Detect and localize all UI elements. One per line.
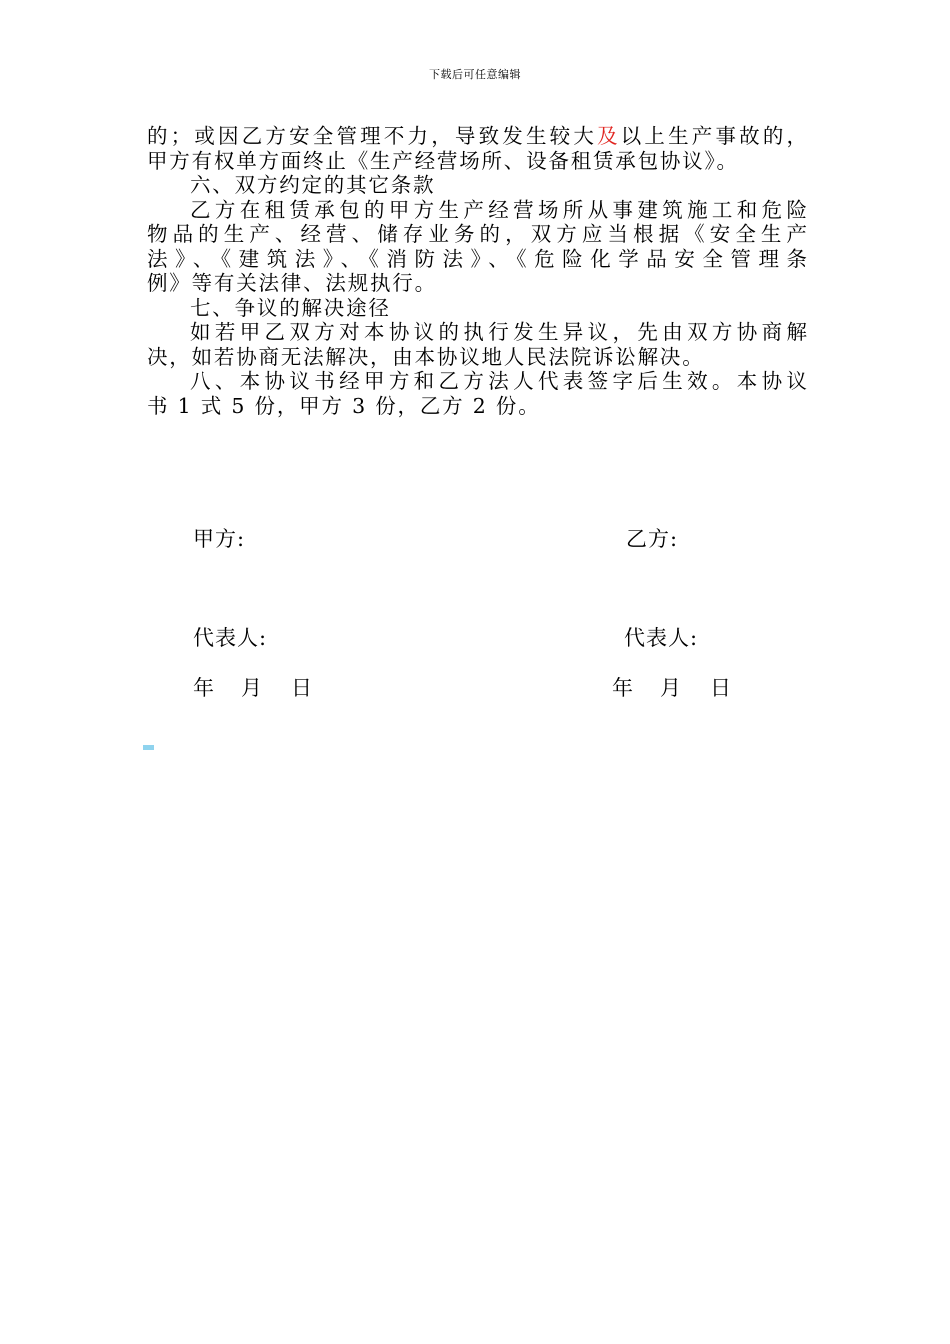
agreement-body <box>147 124 807 418</box>
body-line: 甲方有权单方面终止《生产经营场所、设备租赁承包协议》。 <box>147 148 739 173</box>
month-label: 月 <box>660 676 682 700</box>
highlighted-text: 及 <box>597 124 621 148</box>
body-line: 例》等有关法律、法规执行。 <box>147 271 437 295</box>
year-label: 年 <box>193 676 215 700</box>
page-header: 下载后可任意编辑 <box>429 68 521 81</box>
year-label: 年 <box>612 676 634 700</box>
body-line: 乙方在租赁承包的甲方生产经营场所从事建筑施工和危险 <box>190 197 807 222</box>
day-label: 日 <box>291 676 313 700</box>
party-a-label: 甲方: <box>193 527 246 551</box>
body-line: 书 1 式 5 份，甲方 3 份，乙方 2 份。 <box>147 393 541 418</box>
section-heading-six: 六、双方约定的其它条款 <box>190 173 436 197</box>
rep-b-label: 代表人: <box>624 626 699 650</box>
body-line: 决，如若协商无法解决，由本协议地人民法院诉讼解决。 <box>147 344 705 369</box>
blue-marker <box>143 745 154 750</box>
body-line: 物品的生产、经营、储存业务的，双方应当根据《安全生产 <box>147 222 807 246</box>
rep-a-label: 代表人: <box>193 626 268 650</box>
day-label: 日 <box>710 676 732 700</box>
section-heading-eight: 八、本协议书经甲方和乙方法人代表签字后生效。本协议 <box>190 369 807 393</box>
month-label: 月 <box>241 676 263 700</box>
section-heading-seven: 七、争议的解决途径 <box>190 295 391 320</box>
date-a <box>193 672 313 702</box>
body-line: 法》、《建筑法》、《消防法》、《危险化学品安全管理条 <box>147 246 807 271</box>
party-b-label: 乙方: <box>626 527 679 551</box>
date-b <box>612 672 732 702</box>
body-line: 的；或因乙方安全管理不力，导致发生较大及以上生产事故的， <box>147 124 808 148</box>
body-line: 如若甲乙双方对本协议的执行发生异议，先由双方协商解 <box>190 320 807 344</box>
